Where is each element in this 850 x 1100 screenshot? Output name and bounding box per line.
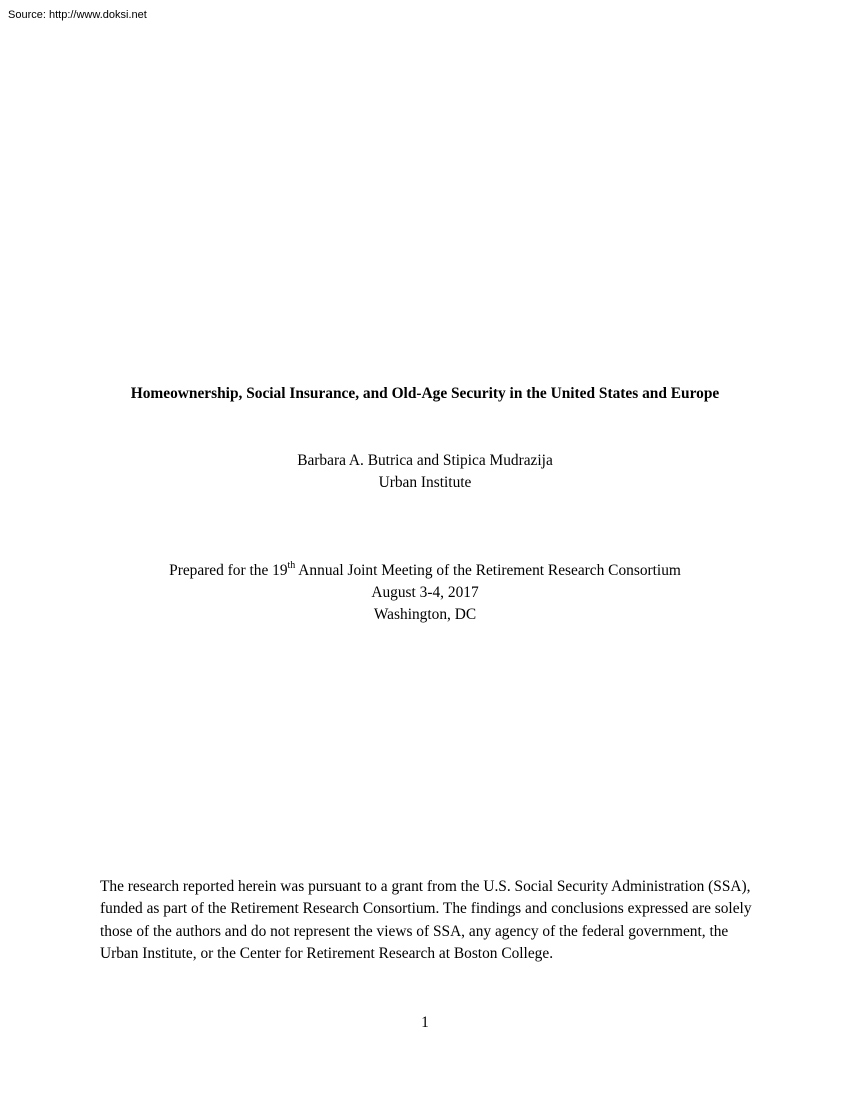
page-number: 1 <box>421 1014 429 1031</box>
institution: Urban Institute <box>378 474 472 491</box>
prepared-suffix: Annual Joint Meeting of the Retirement Research Consortium <box>295 562 681 579</box>
disclaimer-paragraph: The research reported herein was pursuant to a grant from the U.S. Social Security Administration (SSA), funded as part of the Retirement Research Consortium. The findings and conclusions expressed are solely those of the authors and do not represent the views of SSA, any agency of the federal government, the Urban Institute, or the Center for Retirement Research at Boston College. <box>100 878 752 963</box>
document-title: Homeownership, Social Insurance, and Old-Age Security in the United States and Europe <box>130 385 720 402</box>
ordinal-superscript: th <box>287 559 296 571</box>
prepared-for-line <box>0 561 850 581</box>
meeting-location: Washington, DC <box>373 606 477 623</box>
prepared-prefix: Prepared for the 19 <box>169 562 288 579</box>
authors: Barbara A. Butrica and Stipica Mudrazija <box>297 452 553 469</box>
source-url: Source: http://www.doksi.net <box>8 9 147 21</box>
meeting-date: August 3-4, 2017 <box>371 584 479 601</box>
